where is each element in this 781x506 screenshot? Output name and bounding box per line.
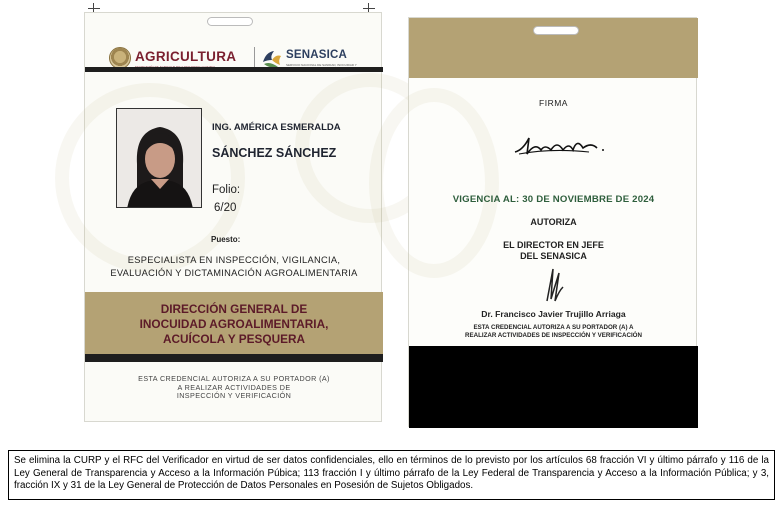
folio-label: Folio:	[212, 184, 241, 196]
authorization-line: REALIZAR ACTIVIDADES DE INSPECCIÓN Y VERIFICACIÓN	[465, 332, 642, 339]
holder-first-name: ING. AMÉRICA ESMERALDA	[212, 122, 341, 133]
director-title	[409, 240, 698, 262]
folio-value: 6/20	[214, 202, 237, 214]
holder-photo	[116, 108, 202, 208]
senasica-subtitle: SERVICIO NACIONAL DE SANIDAD, INOCUIDAD Y	[286, 63, 357, 67]
director-name: Dr. Francisco Javier Trujillo Arriaga	[481, 309, 626, 319]
redaction-notice: Se elimina la CURP y el RFC del Verificador en virtud de ser datos confidenciales, ello en términos de lo previsto por los artículos 68 fracción VI y último párrafo y 116 de la Ley General de Transparencia y Acceso a la Información Púbica; 113 fracción I y último párrafo de la Ley Federal de Transparencia y Acceso a la Información Pública; y 3, fracción IX y 31 de la Ley General de Protección de Datos Personales en Posesión de Sujetos Obligados.	[8, 450, 775, 500]
position-line: EVALUACIÓN Y DICTAMINACIÓN AGROALIMENTARIA	[110, 268, 358, 278]
eagle-seal-icon	[109, 47, 131, 69]
agency-name: AGRICULTURA	[135, 49, 237, 64]
signature-label: FIRMA	[539, 98, 568, 108]
director-signature-icon	[539, 265, 567, 305]
directorate-line: ACUÍCOLA Y PESQUERA	[162, 332, 306, 346]
redacted-block	[409, 346, 698, 428]
authorization-line: ESTA CREDENCIAL AUTORIZA A SU PORTADOR (A) A	[473, 324, 634, 331]
back-authorization-text	[409, 324, 698, 340]
front-header	[85, 39, 383, 79]
authorizes-label: AUTORIZA	[530, 217, 577, 227]
position-line: ESPECIALISTA EN INSPECCIÓN, VIGILANCIA,	[127, 255, 341, 265]
position-title	[85, 254, 383, 280]
director-line: DEL SENASICA	[520, 251, 587, 261]
director-line: EL DIRECTOR EN JEFE	[503, 240, 604, 250]
credential-back	[408, 17, 697, 427]
validity-date: VIGENCIA AL: 30 DE NOVIEMBRE DE 2024	[452, 194, 655, 205]
lanyard-slot	[207, 17, 253, 26]
footer-line: INSPECCIÓN Y VERIFICACIÓN	[176, 391, 292, 400]
directorate-line: DIRECCIÓN GENERAL DE	[160, 302, 308, 316]
directorate-line: INOCUIDAD AGROALIMENTARIA,	[139, 317, 329, 331]
front-authorization-text	[85, 375, 383, 401]
footer-line: A REALIZAR ACTIVIDADES DE	[177, 382, 291, 392]
holder-last-name: SÁNCHEZ SÁNCHEZ	[212, 146, 337, 160]
credential-front	[84, 12, 382, 422]
footer-line: ESTA CREDENCIAL AUTORIZA A SU PORTADOR (A)	[138, 374, 330, 383]
senasica-name: SENASICA	[286, 49, 348, 61]
footer-band	[85, 354, 383, 362]
position-label: Puesto:	[211, 235, 241, 244]
directorate-name	[85, 302, 383, 347]
lanyard-slot	[533, 26, 579, 35]
header-band	[85, 67, 383, 72]
holder-signature-icon	[511, 128, 607, 162]
